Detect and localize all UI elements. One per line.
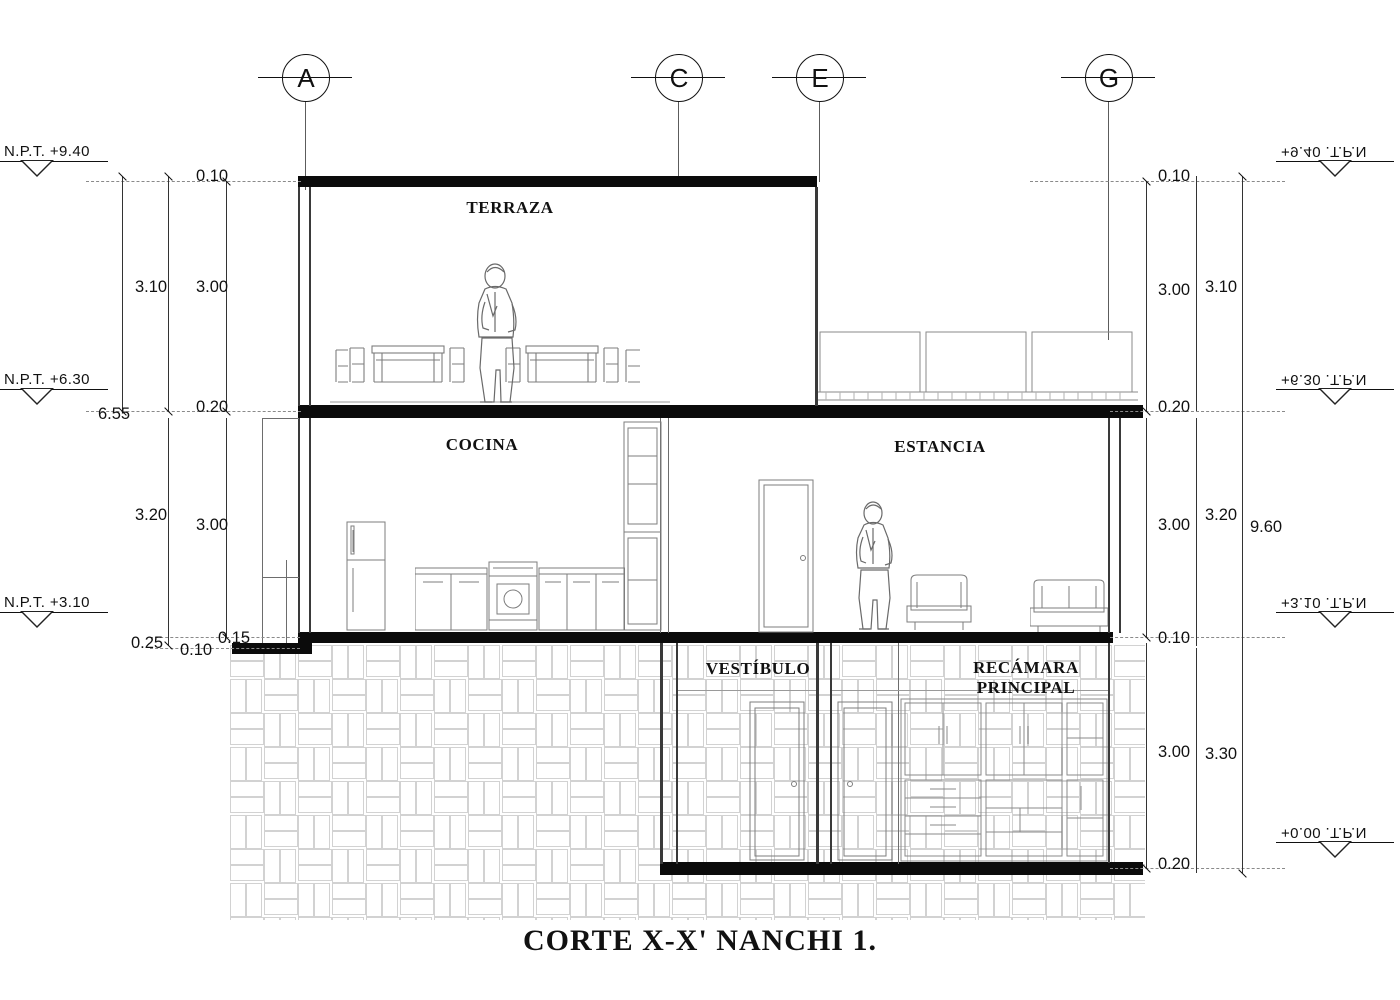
wall-vestibulo-right-inner [830,643,832,864]
dim-chain-right-outer-1 [1196,176,1197,411]
level-mark-left-630-symbol [10,388,64,408]
level-mark-left-940-symbol [10,160,64,180]
axis-line-G [1108,100,1109,340]
dim-left-3-10: 3.10 [135,278,168,296]
person-figure-estancia [848,500,900,633]
wall-left-annex [262,418,263,643]
grid-bubble-C-crossline [631,77,725,78]
dim-chain-right-outer-2 [1196,418,1197,646]
drawing-title: CORTE X-X' NANCHI 1. [523,924,877,957]
wall-vestibulo-left-inner [676,643,678,864]
wall-left-lower-inner [309,418,311,633]
dim-left-0-15: 0.15 [218,629,251,647]
pantry-tall-cabinet [622,420,664,632]
dim-left-3-20: 3.20 [135,506,168,524]
wall-right-exterior-outer [1119,418,1121,633]
level-mark-right-000-symbol [1308,841,1362,861]
grid-bubble-label: A [297,62,315,93]
level-mark-right-310-symbol [1308,611,1362,631]
level-mark-right-000-label: +0.00 .T.P.N [1281,824,1367,841]
dim-chain-right-inner-2 [1146,418,1147,637]
armchair [905,572,973,632]
wall-left-exterior-outer [298,187,300,406]
dim-right-3-20: 3.20 [1205,506,1238,524]
refrigerator [345,520,387,632]
dim-left-0-20: 0.20 [196,398,229,416]
dim-left-0-10-top: 0.10 [196,167,229,185]
wall-left-exterior-inner [309,187,311,406]
dim-left-0-25: 0.25 [131,634,164,652]
estancia-upper-cabinets [818,330,1138,406]
grid-bubble-C [655,54,703,102]
door-vestibulo [748,700,806,862]
door-estancia [757,478,815,633]
dim-chain-right-inner-1 [1146,181,1147,411]
dim-chain-outer-upper [168,176,169,411]
ext-line-right-630 [1110,411,1285,412]
wall-right-exterior [1108,418,1110,633]
dim-right-9-60-total: 9.60 [1250,518,1283,536]
level-mark-left-310-label: N.P.T. +3.10 [4,594,90,611]
dim-right-3-30: 3.30 [1205,745,1238,763]
dim-left-0-10-bottom: 0.10 [180,641,213,659]
dim-chain-right-inner-3 [1146,643,1147,868]
wall-left-lower-outer [298,418,300,633]
line-left-annex-vert [286,560,287,643]
wall-interior-cocina-right-2 [668,418,669,633]
room-label-cocina: COCINA [445,435,519,454]
grid-bubble-label: G [1098,62,1120,93]
room-label-estancia: ESTANCIA [894,437,986,456]
grid-bubble-A-crossline [258,77,352,78]
line-left-annex-mid [262,577,299,578]
grid-bubble-G-crossline [1061,77,1155,78]
dim-chain-right-total-960 [1242,176,1243,873]
dim-chain-outer-lower [168,418,169,646]
slab-level-310 [298,632,1113,643]
dim-right-3-00-mid: 3.00 [1158,516,1191,534]
slab-level-000 [660,862,1143,875]
wall-vestibulo-left [660,643,663,864]
ext-line-left-940 [86,181,301,182]
grid-bubble-label: C [669,62,689,93]
level-mark-right-630-label: +6.30 .T.P.N [1281,371,1367,388]
room-label-vestibulo: VESTÍBULO [705,659,811,678]
level-mark-left-630-label: N.P.T. +6.30 [4,371,90,388]
dim-chain-655 [122,176,123,411]
dim-right-0-20-mid: 0.20 [1158,398,1191,416]
door-recamara [836,700,894,862]
grid-bubble-E [796,54,844,102]
dim-right-0-20-bottom: 0.20 [1158,855,1191,873]
level-mark-right-310-label: +3.10 .T.P.N [1281,594,1367,611]
line-vestibulo-ceiling [678,690,816,691]
sofa [1030,578,1108,632]
dim-left-3-00-lower: 3.00 [196,516,229,534]
axis-line-C [678,100,679,182]
dim-right-0-10-top: 0.10 [1158,167,1191,185]
dim-right-0-10-mid: 0.10 [1158,629,1191,647]
level-mark-right-940-label: +9.40 .T.P.N [1281,143,1367,160]
dim-left-6-55: 6.55 [98,405,131,423]
closet-system [900,698,1108,862]
room-label-terraza: TERRAZA [466,198,554,217]
dim-left-3-00-upper: 3.00 [196,278,229,296]
level-mark-left-940-label: N.P.T. +9.40 [4,143,90,160]
dim-right-3-00-lower: 3.00 [1158,743,1191,761]
grid-bubble-label: E [811,62,829,93]
dim-right-3-00-upper: 3.00 [1158,281,1191,299]
level-mark-left-310-symbol [10,611,64,631]
ext-line-right-000 [1110,868,1285,869]
grid-bubble-A [282,54,330,102]
room-label-recamara-principal: RECÁMARA PRINCIPAL [973,658,1079,697]
line-left-annex-top [262,418,299,419]
grid-bubble-G [1085,54,1133,102]
grid-bubble-E-crossline [772,77,866,78]
dim-right-3-10: 3.10 [1205,278,1238,296]
kitchen-base-cabinets [415,560,625,632]
person-figure-terraza [468,262,526,407]
axis-line-E [819,100,820,182]
ext-line-right-310 [1110,637,1285,638]
wall-recamara-left [898,643,899,864]
level-mark-right-630-symbol [1308,388,1362,408]
roof-slab [298,176,817,187]
level-mark-right-940-symbol [1308,160,1362,180]
dim-chain-right-outer-3 [1196,648,1197,873]
